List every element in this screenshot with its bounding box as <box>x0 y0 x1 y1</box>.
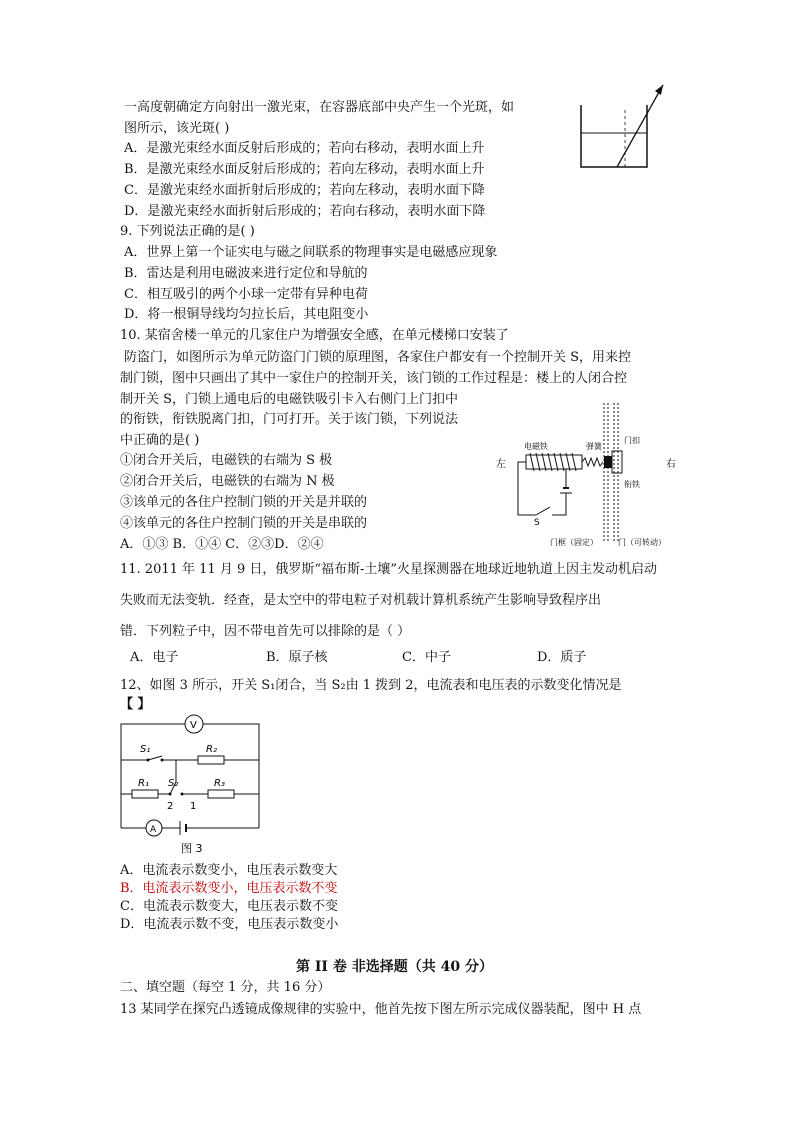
label-door: 门（可转动） <box>618 538 666 547</box>
label-spring: 弹簧 <box>586 442 602 451</box>
q11-option-d: D．质子 <box>537 650 587 665</box>
q8-stem-line1: 一高度朝确定方向射出一激光束，在容器底部中央产生一个光斑，如 <box>124 100 515 115</box>
q11-line3: 错．下列粒子中，因不带电首先可以排除的是（ ） <box>120 624 411 639</box>
q10-line1: 10. 某宿舍楼一单元的几家住户为增强安全感，在单元楼梯口安装了 <box>120 328 509 343</box>
label-right: 右 <box>666 459 676 470</box>
resistor-r3 <box>208 790 234 798</box>
s1-lever <box>148 756 162 760</box>
q11-line1: 11. 2011 年 11 月 9 日，俄罗斯“福布斯-土壤”火星探测器在地球近地轨道上因主发动机启动 <box>120 562 658 577</box>
q12-option-b-answer: B．电流表示数变小，电压表示数不变 <box>120 881 338 896</box>
switch-lever <box>536 507 550 515</box>
part2-title: 第 II 卷 非选择题（共 40 分） <box>296 959 493 975</box>
q10-line6: 中正确的是( ) <box>120 433 200 448</box>
q10-item-2: ②闭合开关后，电磁铁的右端为 N 极 <box>120 474 335 489</box>
q10-line5: 的衔铁，衔铁脱离门扣，门可打开。关于该门锁，下列说法 <box>120 412 459 427</box>
q12-option-c: C．电流表示数变大，电压表示数不变 <box>120 899 338 914</box>
voltmeter-label: V <box>190 720 197 731</box>
spring-icon <box>582 458 603 466</box>
q11-option-a: A．电子 <box>130 650 179 665</box>
q8-stem-line2: 图所示，该光斑( ) <box>124 121 230 136</box>
armature-block <box>604 456 612 468</box>
label-switch: S <box>534 518 540 528</box>
wire-voltmeter-left <box>121 724 185 760</box>
q11-option-b: B．原子核 <box>266 650 328 665</box>
latch-block <box>612 451 622 473</box>
q8-option-c: C．是激光束经水面折射后形成的；若向左移动，表明水面下降 <box>124 183 485 198</box>
q11-option-c: C．中子 <box>402 650 451 665</box>
s1-label: S₁ <box>140 744 151 755</box>
r1-label: R₁ <box>138 778 149 789</box>
s2-pos1-label: 1 <box>190 801 197 812</box>
q12-option-d: D．电流表示数不变，电压表示数变小 <box>120 917 339 932</box>
q10-item-3: ③该单元的各住户控制门锁的开关是并联的 <box>120 495 368 510</box>
q11-line2: 失败而无法变轨．经查，是太空中的带电粒子对机载计算机系统产生影响导致程序出 <box>120 593 602 608</box>
q9-option-b: B．雷达是利用电磁波来进行定位和导航的 <box>124 266 368 281</box>
q10-item-4: ④该单元的各住户控制门锁的开关是串联的 <box>120 516 368 531</box>
r2-label: R₂ <box>206 744 217 755</box>
q13-stem: 13 某同学在探究凸透镜成像规律的实验中，他首先按下图左所示完成仪器装配，图中 H 点 <box>120 1002 642 1017</box>
resistor-r2 <box>198 756 224 764</box>
q9-option-d: D．将一根铜导线均匀拉长后，其电阻变小 <box>124 307 369 322</box>
q10-line3: 制门锁，图中只画出了其中一家住户的控制开关，该门锁的工作过程是：楼上的人闭合控 <box>120 371 628 386</box>
q10-line2: 防盗门，如图所示为单元防盗门门锁的原理图，各家住户都安有一个控制开关 S，用来控 <box>124 350 632 365</box>
q12-option-a: A．电流表示数变小，电压表示数变大 <box>120 863 338 878</box>
q12-answer-bracket: 【 】 <box>120 697 151 712</box>
q8-option-b: B．是激光束经水面反射后形成的；若向左移动，表明水面上升 <box>124 162 485 177</box>
q9-option-c: C．相互吸引的两个小球一定带有异种电荷 <box>124 287 368 302</box>
s2-pos2-label: 2 <box>167 801 174 812</box>
label-frame: 门框（固定） <box>550 538 598 547</box>
label-electromagnet: 电磁铁 <box>524 442 548 451</box>
q12-stem: 12、如图 3 所示，开关 S₁闭合，当 S₂由 1 拨到 2，电流表和电压表的示数变化情况是 <box>120 678 622 693</box>
figure-3-caption: 图 3 <box>181 842 203 855</box>
label-armature: 衔铁 <box>624 480 640 489</box>
laser-beam <box>617 85 663 167</box>
circuit-figure-3 <box>118 712 268 857</box>
q8-option-a: A．是激光束经水面反射后形成的；若向右移动，表明水面上升 <box>124 141 485 156</box>
q10-answer-choices: A．①③ B．①④ C．②③D．②④ <box>120 537 324 552</box>
r3-label: R₃ <box>214 778 225 789</box>
q9-option-a: A．世界上第一个证实电与磁之间联系的物理事实是电磁感应现象 <box>124 245 498 260</box>
q9-stem: 9. 下列说法正确的是( ) <box>120 224 255 239</box>
q10-item-1: ①闭合开关后，电磁铁的右端为 S 极 <box>120 453 333 468</box>
q8-option-d: D．是激光束经水面折射后形成的；若向右移动，表明水面下降 <box>124 204 486 219</box>
laser-arrow-icon <box>655 85 663 95</box>
container-outline <box>581 105 647 167</box>
ammeter-label: A <box>150 825 157 835</box>
label-left: 左 <box>496 459 506 470</box>
q10-line4: 制开关 S，门锁上通电后的电磁铁吸引卡入右侧门上门扣中 <box>120 392 459 407</box>
s2-label: S₂ <box>168 778 179 789</box>
wire-bottom <box>552 493 566 515</box>
electromagnet-coil <box>530 453 576 471</box>
door-lock-figure <box>490 403 680 553</box>
resistor-r1 <box>132 790 158 798</box>
laser-container-figure <box>575 75 675 175</box>
section-fill-in-blank: 二、填空题（每空 1 分，共 16 分） <box>120 980 331 995</box>
label-latch: 门扣 <box>624 436 640 445</box>
